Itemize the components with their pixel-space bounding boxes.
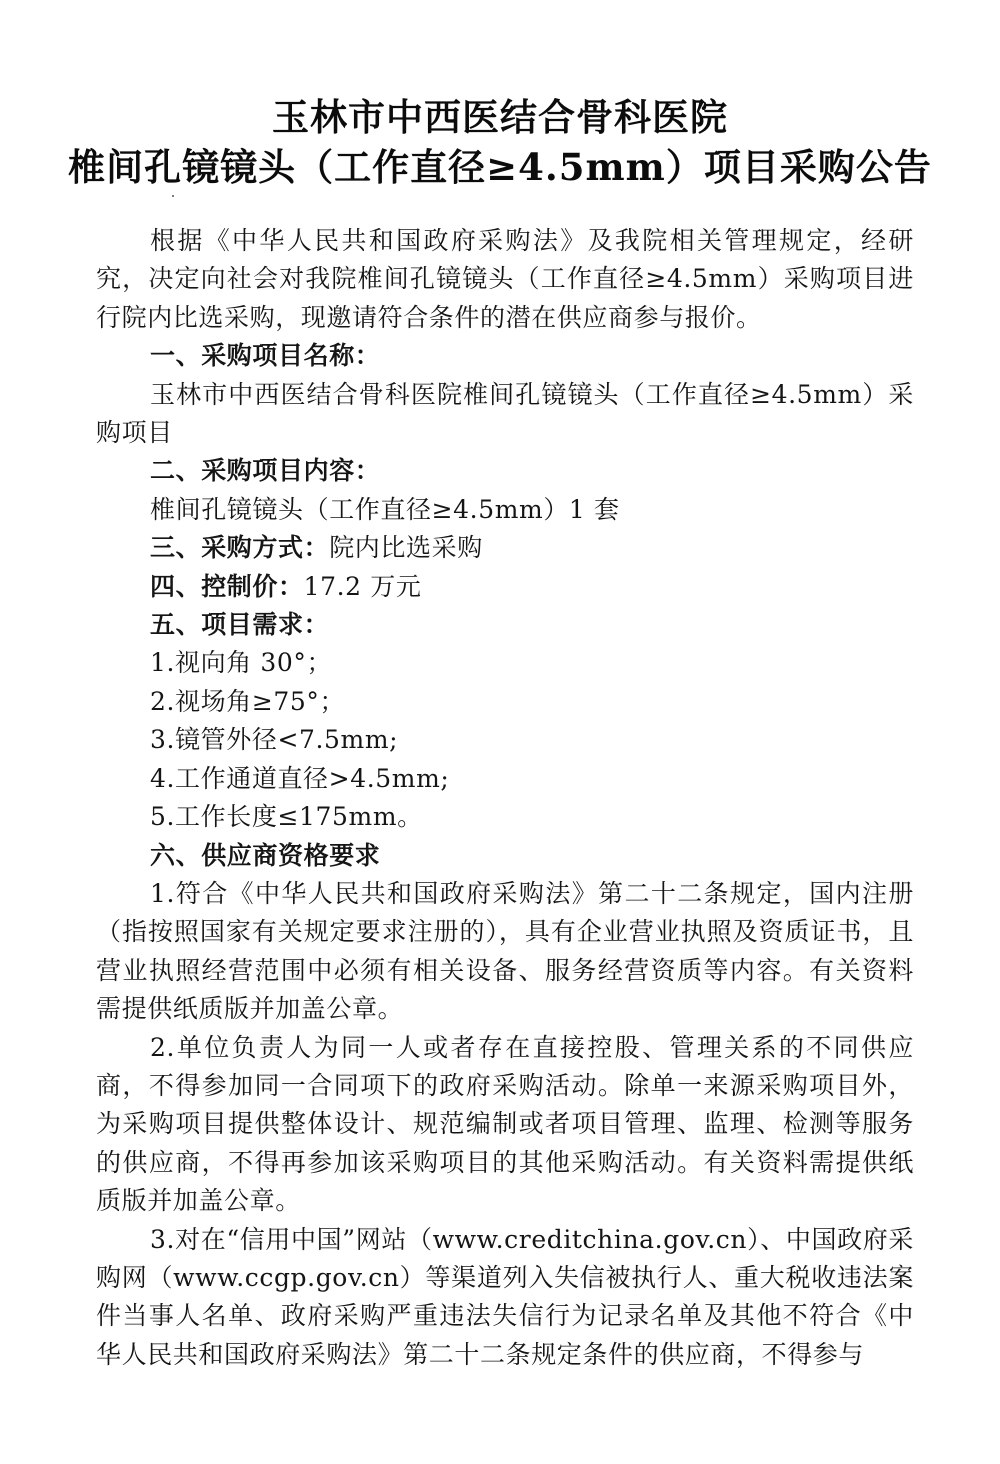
- document-body: [96, 222, 914, 1374]
- requirement-item: 5.工作长度≤175mm。: [150, 802, 423, 832]
- section3-label: 三、采购方式：: [150, 533, 330, 563]
- section2-heading: 二、采购项目内容：: [150, 456, 381, 486]
- scan-speck: [172, 195, 174, 197]
- section4-label: 四、控制价：: [150, 571, 304, 601]
- requirement-item: 3.镜管外径<7.5mm;: [150, 725, 399, 755]
- section3-line: [96, 529, 914, 567]
- requirement-item: 1.视向角 30°；: [150, 648, 333, 678]
- section3-value: 院内比选采购: [329, 533, 483, 563]
- section6-heading: 六、供应商资格要求: [150, 840, 381, 870]
- document-title-line2: 椎间孔镜镜头（工作直径≥4.5mm）项目采购公告: [68, 145, 932, 189]
- section1-heading: 一、采购项目名称：: [150, 341, 381, 371]
- section4-line: [96, 568, 914, 606]
- section1-text: 玉林市中西医结合骨科医院椎间孔镜镜头（工作直径≥4.5mm）采购项目: [96, 379, 914, 448]
- requirement-item: 4.工作通道直径>4.5mm;: [150, 763, 450, 793]
- section5-heading: 五、项目需求：: [150, 610, 330, 640]
- intro-paragraph: 根据《中华人民共和国政府采购法》及我院相关管理规定，经研究，决定向社会对我院椎间孔镜镜头（工作直径≥4.5mm）采购项目进行院内比选采购，现邀请符合条件的潜在供应商参与报价。: [96, 226, 914, 332]
- qualification-item: 1.符合《中华人民共和国政府采购法》第二十二条规定，国内注册（指按照国家有关规定要求注册的），具有企业营业执照及资质证书，且营业执照经营范围中必须有相关设备、服务经营资质等内容。有关资料需提供纸质版并加盖公章。: [96, 878, 914, 1024]
- requirement-item: 2.视场角≥75°；: [150, 686, 346, 716]
- qualification-item: 3.对在“信用中国”网站（www.creditchina.gov.cn）、中国政府采购网（www.ccgp.gov.cn）等渠道列入失信被执行人、重大税收违法案件当事人名单、政府采购严重违法失信行为记录名单及其他不符合《中华人民共和国政府采购法》第二十二条规定条件的供应商，不得参与: [96, 1224, 914, 1369]
- document-title-line1: 玉林市中西医结合骨科医院: [272, 95, 728, 139]
- section2-text: 椎间孔镜镜头（工作直径≥4.5mm）1 套: [150, 494, 620, 524]
- qualification-item: 2.单位负责人为同一人或者存在直接控股、管理关系的不同供应商，不得参加同一合同项下的政府采购活动。除单一来源采购项目外，为采购项目提供整体设计、规范编制或者项目管理、监理、检测等服务的供应商，不得再参加该采购项目的其他采购活动。有关资料需提供纸质版并加盖公章。: [96, 1032, 914, 1216]
- section4-value: 17.2 万元: [303, 571, 422, 601]
